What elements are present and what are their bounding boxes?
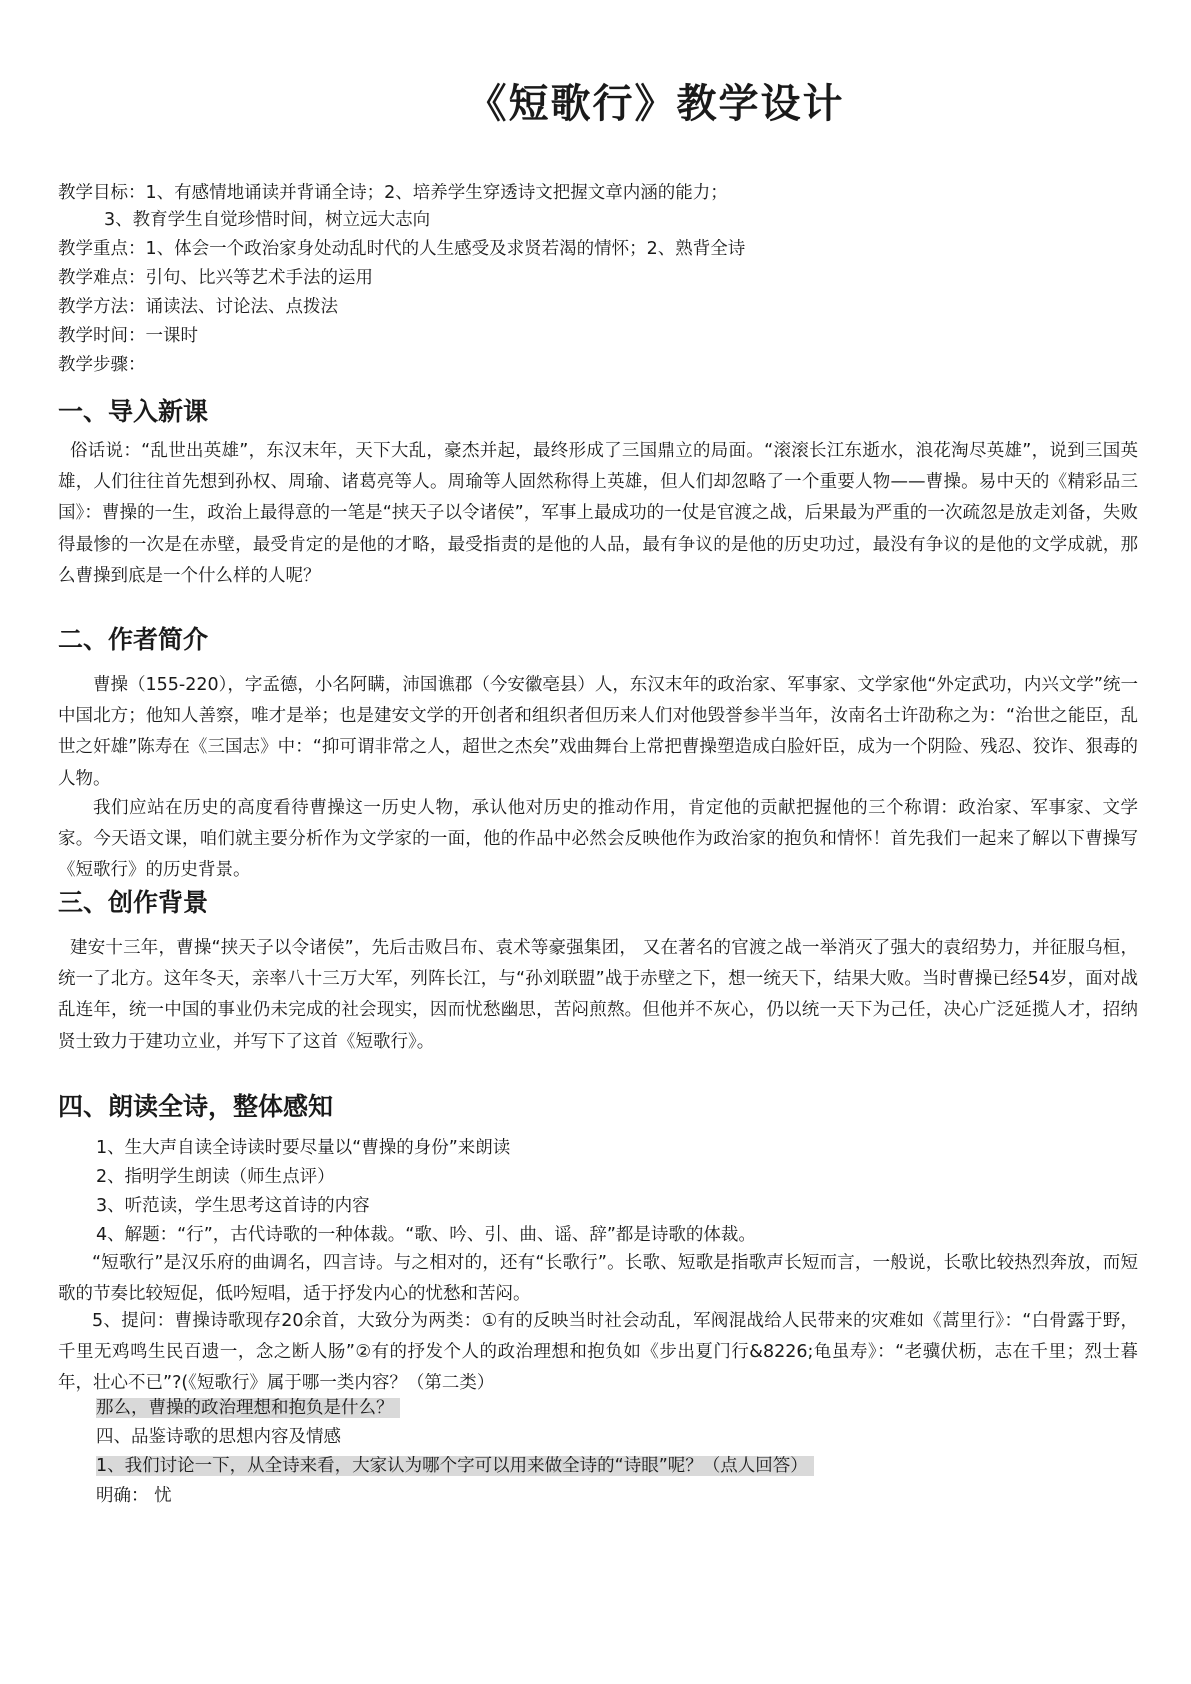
reading-item: 2、指明学生朗读（师生点评） (96, 1167, 335, 1187)
teaching-difficulty-line: 教学难点：引句、比兴等艺术手法的运用 (58, 268, 373, 288)
section-heading-reading: 四、朗读全诗，整体感知 (58, 1092, 334, 1121)
teaching-goal-line-cont: 3、教育学生自觉珍惜时间，树立远大志向 (104, 210, 431, 230)
background-paragraph: 建安十三年，曹操“挟天子以令诸侯”，先后击败吕布、袁术等豪强集团， 又在著名的官渡之战一举消灭了强大的袁绍势力，并征服乌桓，统一了北方。这年冬天，亲率八十三万大军，列阵长江，与“孙刘联盟”战于赤壁之下，想一统天下，结果大败。当时曹操已经54岁，面对战乱连年，统一中国的事业仍未完成的社会现实，因而忧愁幽思，苦闷煎熬。但他并不灰心，仍以统一天下为己任，决心广泛延揽人才，招纳贤士致力于建功立业，并写下了这首《短歌行》。 (58, 938, 1138, 1052)
section-heading-background: 三、创作背景 (58, 888, 209, 917)
highlighted-question-poem-eye (96, 1454, 814, 1478)
teaching-method-line: 教学方法：诵读法、讨论法、点拨法 (58, 297, 338, 317)
document-title: 《短歌行》教学设计 (466, 81, 845, 127)
question-5-paragraph: 5、提问：曹操诗歌现存20余首，大致分为两类：①有的反映当时社会动乱，军阀混战给人民带来的灾难如《蒿里行》：“白骨露于野，千里无鸡鸣生民百遗一，念之断人肠”②有的抒发个人的政治理想和抱负如《步出夏门行&8226;龟虽寿》：“老骥伏枥，志在千里；烈士暮年，壮心不已”?(《短歌行》属于哪一类内容？（第二类） (58, 1311, 1138, 1394)
section-heading-author: 二、作者简介 (58, 625, 209, 654)
section-intro-paragraph: 俗话说：“乱世出英雄”，东汉末年，天下大乱，豪杰并起，最终形成了三国鼎立的局面。“滚滚长江东逝水，浪花淘尽英雄”，说到三国英雄，人们往往首先想到孙权、周瑜、诸葛亮等人。周瑜等人固然称得上英雄，但人们却忽略了一个重要人物——曹操。易中天的《精彩品三国》：曹操的一生，政治上最得意的一笔是“挟天子以令诸侯”，军事上最成功的一仗是官渡之战，后果最为严重的一次疏忽是放走刘备，失败得最惨的一次是在赤壁，最受肯定的是他的才略，最受指责的是他的人品，最有争议的是他的历史功过，最没有争议的是他的文学成就，那么曹操到底是一个什么样的人呢？ (58, 441, 1138, 586)
reading-item: 3、听范读，学生思考这首诗的内容 (96, 1196, 370, 1216)
teaching-goal-line: 教学目标：1、有感情地诵读并背诵全诗；2、培养学生穿透诗文把握文章内涵的能力； (58, 183, 728, 203)
teaching-steps-line: 教学步骤： (58, 355, 146, 375)
reading-item: 1、生大声自读全诗读时要尽量以“曹操的身份”来朗读 (96, 1138, 511, 1158)
highlight-text: 那么，曹操的政治理想和抱负是什么？ (96, 1398, 400, 1418)
reading-item: 4、解题：“行”，古代诗歌的一种体裁。“歌、吟、引、曲、谣、辞”都是诗歌的体裁。 (96, 1225, 756, 1245)
author-paragraph-2: 我们应站在历史的高度看待曹操这一历史人物，承认他对历史的推动作用，肯定他的贡献把握他的三个称谓：政治家、军事家、文学家。今天语文课，咱们就主要分析作为文学家的一面，他的作品中必然会反映他作为政治家的抱负和情怀！首先我们一起来了解以下曹操写《短歌行》的历史背景。 (58, 798, 1138, 881)
author-paragraph-1: 曹操（155-220），字孟德，小名阿瞒，沛国谯郡（今安徽亳县）人，东汉末年的政治家、军事家、文学家他“外定武功，内兴文学”统一中国北方；他知人善察，唯才是举；也是建安文学的开创者和组织者但历来人们对他毁誉参半当年，汝南名士许劭称之为：“治世之能臣，乱世之奸雄”陈寿在《三国志》中：“抑可谓非常之人，超世之杰矣”戏曲舞台上常把曹操塑造成白脸奸臣，成为一个阴险、残忍、狡诈、狠毒的人物。 (58, 675, 1138, 789)
section-heading-intro: 一、导入新课 (58, 397, 209, 426)
title-explanation-paragraph: “短歌行”是汉乐府的曲调名，四言诗。与之相对的，还有“长歌行”。长歌、短歌是指歌声长短而言，一般说，长歌比较热烈奔放，而短歌的节奏比较短促，低吟短唱，适于抒发内心的忧愁和苦闷。 (58, 1253, 1138, 1305)
teaching-time-line: 教学时间：一课时 (58, 326, 198, 346)
subsection-heading-appreciation: 四、品鉴诗歌的思想内容及情感 (96, 1427, 341, 1447)
highlighted-question-ideals (96, 1396, 400, 1420)
teaching-focus-line: 教学重点：1、体会一个政治家身处动乱时代的人生感受及求贤若渴的情怀；2、熟背全诗 (58, 239, 746, 259)
answer-line: 明确： 忧 (96, 1486, 172, 1506)
highlight-text: 1、我们讨论一下，从全诗来看，大家认为哪个字可以用来做全诗的“诗眼”呢？（点人回答） (96, 1456, 814, 1476)
